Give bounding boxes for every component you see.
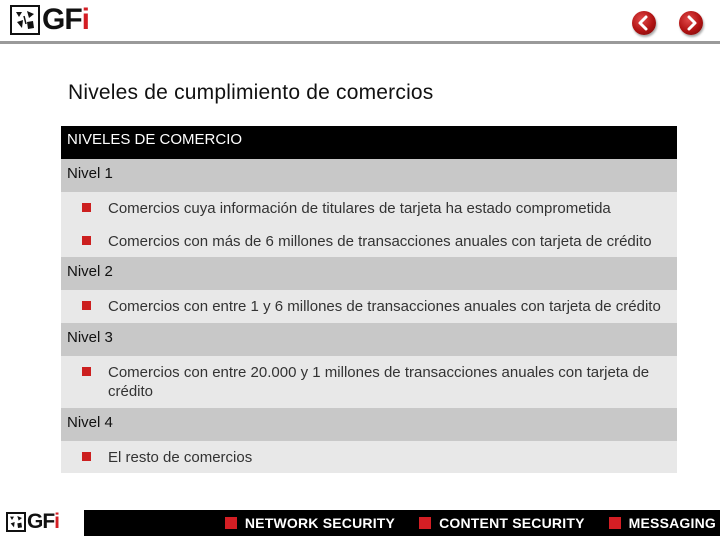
footer-item-messaging[interactable]: [609, 515, 716, 531]
bullet-square-icon: [82, 367, 91, 376]
list-item-text: Comercios con más de 6 millones de transacciones anuales con tarjeta de crédito: [108, 232, 652, 250]
footer-item-label: MESSAGING: [628, 515, 716, 531]
chevron-left-icon: [632, 11, 656, 35]
square-bullet-icon: [609, 517, 621, 529]
list-item: [61, 290, 677, 323]
top-bar: [0, 0, 720, 44]
next-slide-button[interactable]: [679, 11, 703, 35]
logo-emblem-icon: [10, 5, 40, 35]
list-item-text: Comercios con entre 20.000 y 1 millones de transacciones anuales con tarjeta de crédito: [108, 363, 650, 400]
bullet-square-icon: [82, 301, 91, 310]
logo-emblem-icon: [6, 512, 26, 532]
previous-slide-button[interactable]: [632, 11, 656, 35]
footer-item-network-security[interactable]: [225, 515, 395, 531]
logo-wordmark: GFi: [42, 3, 90, 36]
list-item-text: Comercios con entre 1 y 6 millones de transacciones anuales con tarjeta de crédito: [108, 298, 661, 315]
list-item: [61, 441, 677, 474]
footer-item-label: CONTENT SECURITY: [439, 515, 585, 531]
square-bullet-icon: [419, 517, 431, 529]
list-item-text: El resto de comercios: [108, 448, 253, 466]
footer-item-content-security[interactable]: [419, 515, 585, 531]
merchant-levels-table: [61, 126, 677, 473]
level-row-1: Nivel 1: [61, 159, 677, 192]
list-item-text: Comercios cuya información de titulares de tarjeta ha estado comprometida: [108, 200, 611, 217]
bullet-square-icon: [82, 203, 91, 212]
gfi-logo-small: [6, 511, 59, 532]
level-row-3: Nivel 3: [61, 323, 677, 356]
footer-item-label: NETWORK SECURITY: [244, 515, 396, 531]
header-divider: [0, 41, 720, 44]
logo-wordmark: GFi: [27, 510, 60, 533]
footer-bar: [0, 506, 720, 540]
bullet-square-icon: [82, 452, 91, 461]
list-item: [61, 225, 677, 258]
gfi-logo: [10, 5, 89, 35]
product-strip: [84, 510, 720, 536]
page-title: Niveles de cumplimiento de comercios: [68, 81, 434, 104]
level-row-4: Nivel 4: [61, 408, 677, 441]
level-row-2: Nivel 2: [61, 257, 677, 290]
square-bullet-icon: [225, 517, 237, 529]
bullet-square-icon: [82, 236, 91, 245]
list-item: [61, 192, 677, 225]
table-header: NIVELES DE COMERCIO: [61, 126, 677, 159]
list-item: [61, 356, 677, 408]
chevron-right-icon: [679, 11, 703, 35]
